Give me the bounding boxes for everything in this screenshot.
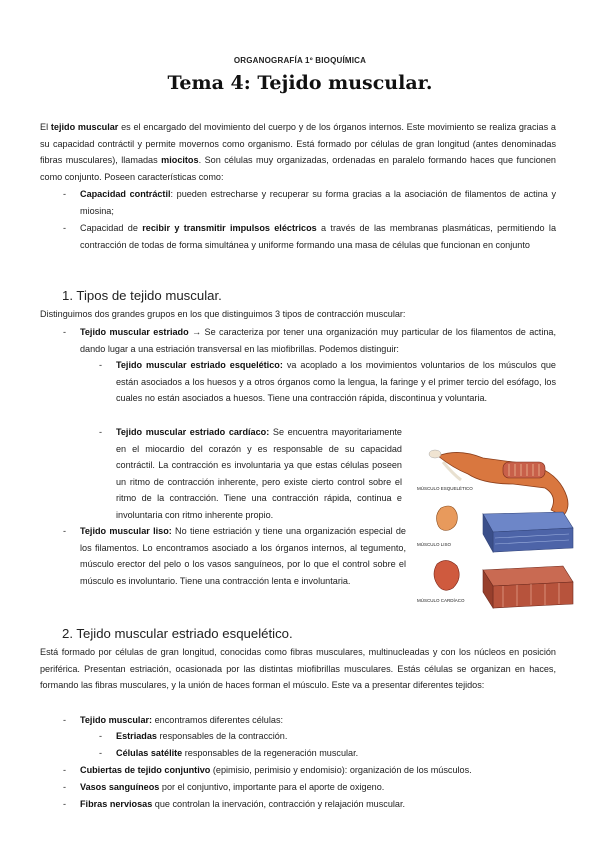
label-smooth: MÚSCULO LISO [417, 542, 452, 547]
tissue-item: Fibras nerviosas que controlan la inervación, contracción y relajación muscular. [80, 799, 406, 809]
striated-item: Tejido muscular estriado → Se caracteriza por tener una organización muy particular de los filamentos de actina, dando lugar a una estriación transversal en las miofibrillas. Podemos distinguir: [80, 327, 556, 354]
bullet-dash: - [63, 782, 67, 792]
bullet-dash: - [63, 765, 67, 775]
cell-subitem: Estriadas responsables de la contracción. [116, 731, 288, 741]
muscle-types-illustration [413, 444, 581, 620]
intro-paragraph: El tejido muscular es el encargado del movimiento del cuerpo y de los órganos internos. Este movimiento se realiza gracias a su capacidad contráctil y permite movernos como organismo. Está formado por células de gran longitud (antes denominadas fibras musculares), llamadas miocitos. Son células muy organizadas, ordenadas en paralelo formando haces que funcionen como conjunto. Poseen características como: [40, 122, 556, 182]
tissue-item: Tejido muscular: encontramos diferentes células: [80, 715, 284, 725]
bullet-dash: - [63, 223, 67, 233]
feature-item: Capacidad de recibir y transmitir impulsos eléctricos a través de las membranas plasmáticas, permitiendo la contracción de todas de forma simultánea y uniforme formando una masa de células que funcionan en conjunto [80, 223, 556, 250]
tissue-item: Vasos sanguíneos por el conjuntivo, importante para el aporte de oxigeno. [80, 782, 385, 792]
bullet-dash: - [63, 715, 67, 725]
bullet-dash: - [99, 748, 103, 758]
cardiac-muscle-drawing [417, 560, 573, 608]
course-header: ORGANOGRAFÍA 1º BIOQUÍMICA [233, 56, 367, 65]
section-heading-tipos: 1. Tipos de tejido muscular. [62, 288, 222, 303]
cardiac-item: Tejido muscular estriado cardíaco: Se encuentra mayoritariamente en el miocardio del corazón y es responsable de su capacidad contráctil. La contracción es involuntaria ya que estas células poseen un ritmo de contracción inherente, pero existe cierto control sobre el ritmo de la contracción. Tiene una contracción rápida, continua e involuntaria con ritmo inherente propio. [116, 427, 402, 520]
bullet-dash: - [99, 731, 103, 741]
page-title: Tema 4: Tejido muscular. [167, 72, 433, 94]
bullet-dash: - [63, 526, 67, 536]
term-tejido-muscular: tejido muscular [50, 122, 119, 132]
label-cardiac: MÚSCULO CARDÍACO [417, 598, 465, 603]
bullet-dash: - [63, 327, 67, 337]
smooth-muscle-drawing [417, 506, 573, 552]
bullet-dash: - [63, 799, 67, 809]
cell-subitem: Células satélite responsables de la regeneración muscular. [116, 748, 359, 758]
section1-intro: Distinguimos dos grandes grupos en los que distinguimos 3 tipos de contracción muscular: [40, 309, 406, 319]
section-heading-esqueletico: 2. Tejido muscular estriado esquelético. [62, 626, 293, 641]
bullet-dash: - [63, 189, 67, 199]
section2-paragraph: Está formado por células de gran longitud, conocidas como fibras musculares, multinucleadas y con los núcleos en posición periférica. Presentan estriación, ocasionada por las distintas miofibrillas musculares. Estás células se organizan en haces, formando las fibras musculares, y la unión de haces forman el músculo. Este va a presentar diferentes tejidos: [40, 647, 556, 690]
feature-item: Capacidad contráctil: pueden estrecharse y recuperar su forma gracias a la asociación de filamentos de actina y miosina; [80, 189, 556, 216]
bullet-dash: - [99, 360, 103, 370]
label-skeletal: MÚSCULO ESQUELÉTICO [417, 486, 473, 491]
smooth-item: Tejido muscular liso: No tiene estriación y tiene una organización especial de los filamentos. Lo encontramos asociado a los órganos internos, al tegumento, músculo erector del pelo o los vasos sanguíneos, por lo que el control sobre el músculo es involuntario. Tiene una contracción lenta e involuntaria. [80, 526, 406, 586]
term-miocitos: miocitos [161, 155, 199, 165]
skeletal-muscle-drawing [417, 450, 568, 516]
tissue-item: Cubiertas de tejido conjuntivo (epimisio, perimisio y endomisio): organización de los músculos. [80, 765, 472, 775]
bullet-dash: - [99, 427, 103, 437]
skeletal-item: Tejido muscular estriado esquelético: va acoplado a los movimientos voluntarios de los músculos que están asociados a los huesos y a otros órganos como la lengua, la faringe y el primer tercio del esófago, los cuales no están asociados a huesos. Tiene una contracción rápida, discontinua y voluntaria. [116, 360, 556, 403]
